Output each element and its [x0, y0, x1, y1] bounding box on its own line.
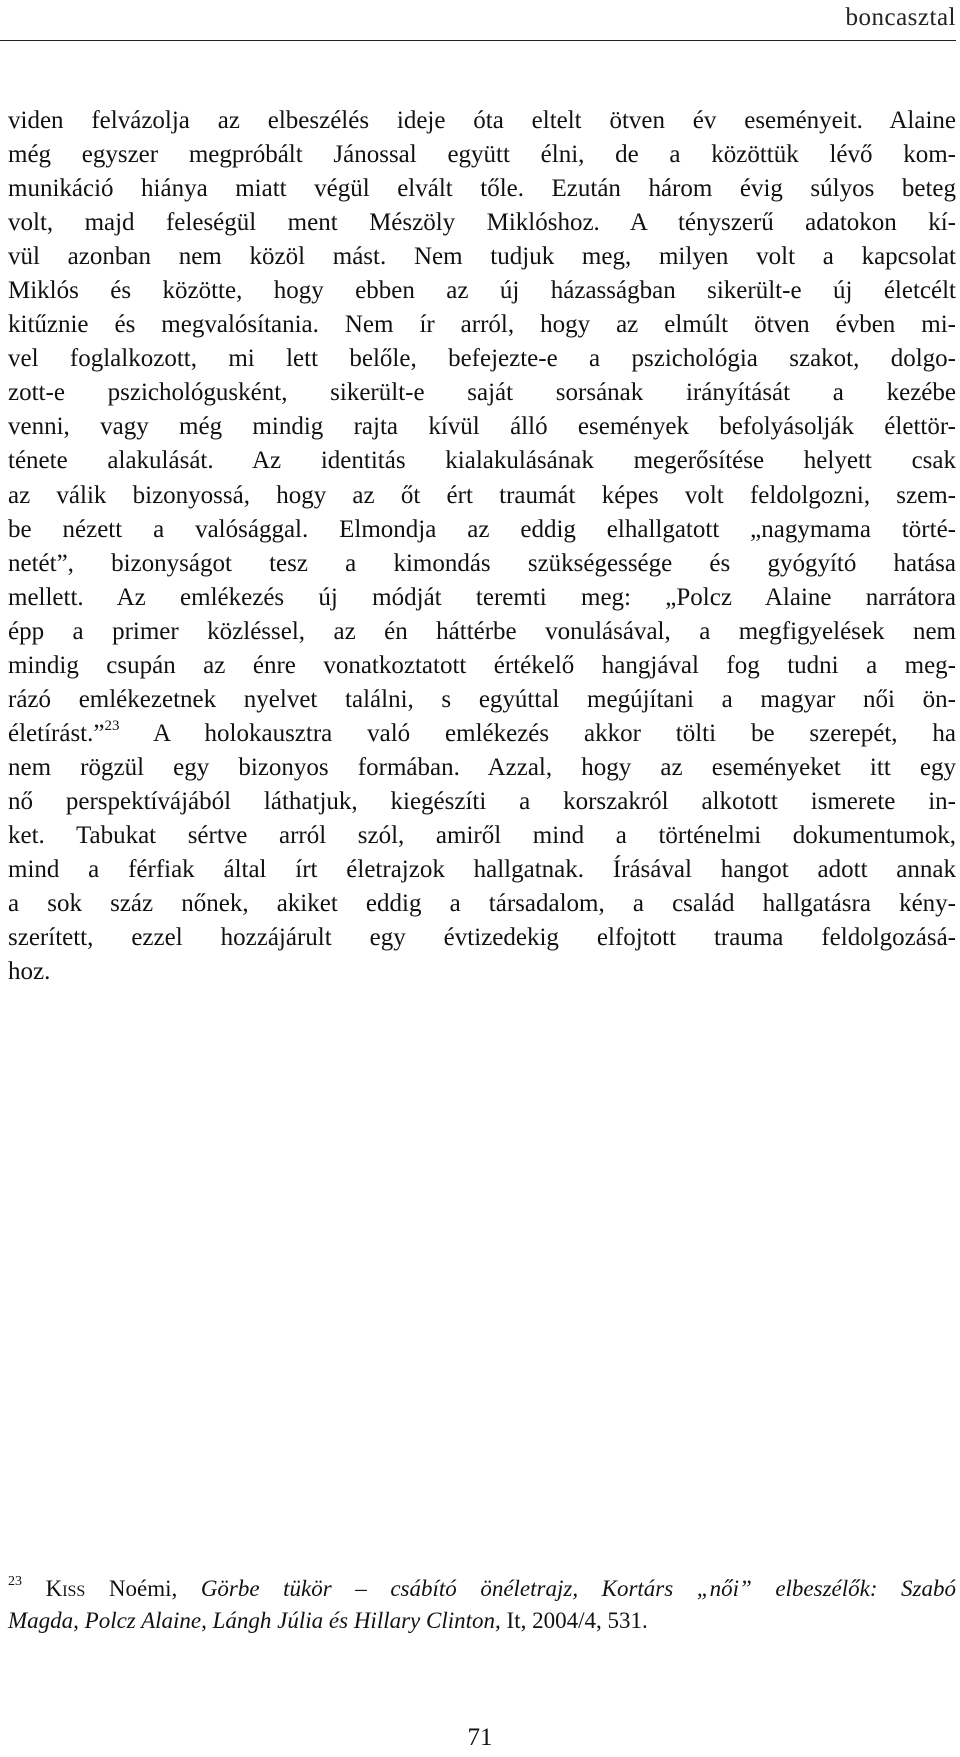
text-line: munikáció hiánya miatt végül elvált tőle. Ezután három évig súlyos beteg	[8, 175, 956, 203]
text-line: zott-e pszichológusként, sikerült-e saját sorsának irányítását a kezébe	[8, 379, 956, 407]
text-line: hoz.	[8, 958, 51, 986]
text-line: vül azonban nem közöl mást. Nem tudjuk meg, milyen volt a kapcsolat	[8, 243, 956, 271]
text-line: Miklós és közötte, hogy ebben az új házasságban sikerült-e új életcélt	[8, 277, 956, 305]
text-line: ténete alakulását. Az identitás kialakulásának megerősítése helyett csak	[8, 447, 956, 475]
text-segment: A holokausztra való emlékezés akkor tölti be szerepét, ha	[152, 719, 956, 747]
text-line: még egyszer megpróbált Jánossal együtt élni, de a közöttük lévő kom-	[8, 141, 956, 169]
page-number: 71	[467, 1724, 493, 1751]
text-line: mind a férfiak által írt életrajzok hallgatnak. Írásával hangot adott annak	[8, 856, 956, 884]
text-line: be nézett a valósággal. Elmondja az eddig elhallgatott „nagymama törté-	[8, 515, 956, 543]
text-line: nő perspektívájából láthatjuk, kiegészíti a korszakról alkotott ismerete in-	[8, 787, 956, 815]
text-line: szerített, ezzel hozzájárult egy évtizedekig elfojtott trauma feldolgozásá-	[8, 924, 956, 952]
running-title: boncasztal	[845, 4, 956, 31]
text-line: az válik bizonyossá, hogy az őt ért traumát képes volt feldolgozni, szem-	[8, 481, 956, 509]
footnote-title: Görbe tükör – csábító önéletrajz, Kortárs „női” elbeszélők: Szabó	[200, 1576, 957, 1601]
text-line: volt, majd feleségül ment Mészöly Miklóshoz. A tényszerű adatokon kí-	[8, 209, 956, 237]
text-line: a sok száz nőnek, akiket eddig a társadalom, a család hallgatásra kény-	[8, 890, 956, 918]
text-line: mindig csupán az énre vonatkoztatott értékelő hangjával fog tudni a meg-	[8, 651, 956, 679]
text-segment: életírást.”	[8, 719, 105, 747]
footnote-line	[8, 1573, 956, 1605]
footnote-author-surname: Kiss	[45, 1576, 86, 1601]
footnote-author-given: Noémi,	[85, 1576, 201, 1601]
footnote-reference[interactable]: 23	[104, 717, 120, 734]
body-text	[8, 104, 956, 989]
text-line: viden felvázolja az elbeszélés ideje óta eltelt ötven év eseményeit. Alaine	[8, 107, 956, 134]
text-line: ket. Tabukat sértve arról szól, amiről mind a történelmi dokumentumok,	[8, 821, 956, 849]
footnote-number: 23	[8, 1574, 22, 1589]
text-line-with-note	[8, 717, 956, 751]
text-line: vel foglalkozott, mi lett belőle, befejezte-e a pszichológia szakot, dolgo-	[8, 345, 956, 373]
text-line: venni, vagy még mindig rajta kívül álló események befolyásolják élettör-	[8, 413, 956, 441]
text-line: netét”, bizonyságot tesz a kimondás szükségessége és gyógyító hatása	[8, 549, 956, 577]
text-line: mellett. Az emlékezés új módját teremti meg: „Polcz Alaine narrátora	[8, 583, 956, 611]
text-line: kitűznie és megvalósítania. Nem ír arról, hogy az elmúlt ötven évben mi-	[8, 311, 956, 339]
text-line: nem rögzül egy bizonyos formában. Azzal, hogy az eseményeket itt egy	[8, 753, 956, 781]
footnote-line	[8, 1605, 956, 1637]
text-line: rázó emlékezetnek nyelvet találni, s egyúttal megújítani a magyar női ön-	[8, 685, 956, 713]
footnote	[8, 1573, 956, 1637]
text-line: épp a primer közléssel, az én háttérbe vonulásával, a megfigyelések nem	[8, 617, 956, 645]
footnote-title-cont: Magda, Polcz Alaine, Lángh Júlia és Hillary Clinton,	[8, 1608, 501, 1633]
running-header	[0, 0, 956, 41]
footnote-source: It, 2004/4, 531.	[500, 1608, 648, 1633]
